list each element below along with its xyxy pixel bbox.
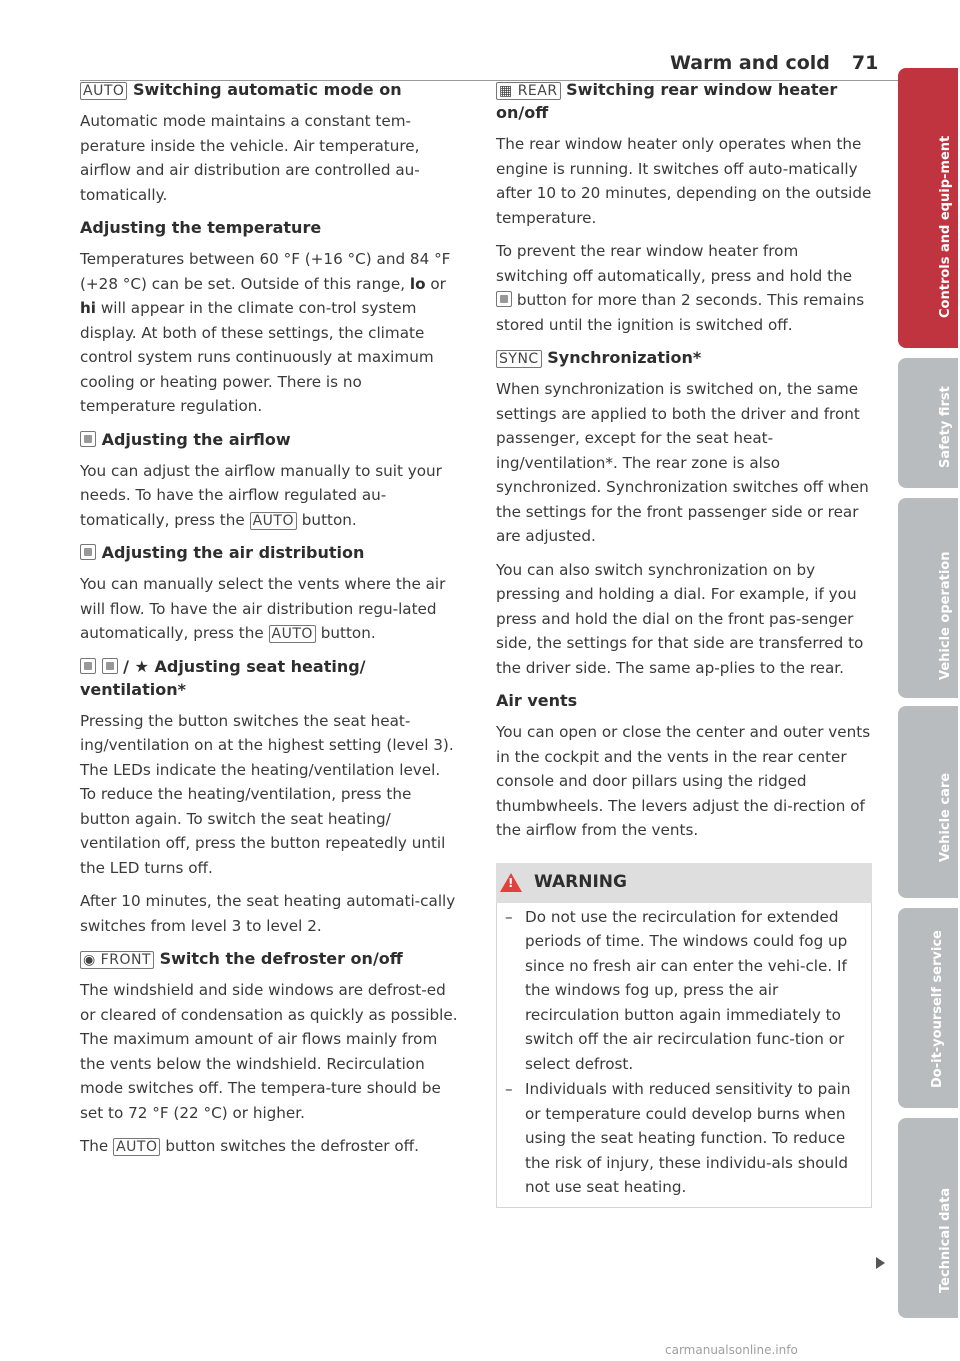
- distribution-heading: Adjusting the air distribution: [80, 541, 458, 564]
- sync-text: When synchronization is switched on, the same settings are applied to both the driver and front passenger, except for the seat heat-ing/ventilation*. The rear zone is also synchronized. Synchronization switches off when the settings for the front passenger side or rear are adjusted.: [496, 380, 869, 545]
- front-key: ◉ FRONT: [80, 951, 154, 969]
- air-distribution-icon: [80, 544, 96, 560]
- continue-arrow-icon: [876, 1257, 885, 1269]
- warning-icon: [500, 873, 522, 892]
- footer-watermark: carmanualsonline.info: [665, 1343, 798, 1357]
- tab-vehicle-operation[interactable]: Vehicle operation: [898, 498, 958, 698]
- running-header: [670, 52, 930, 74]
- warning-header: [496, 863, 872, 903]
- airflow-heading: Adjusting the airflow: [80, 428, 458, 451]
- warning-item: – Do not use the recirculation for extended periods of time. The windows could fog up since no fresh air can enter the vehi-cle. If the windows fog up, press the air recirculation button again immediately to switch off the air recirculation func-tion or select defrost.: [505, 907, 848, 1073]
- warning-body: [496, 903, 872, 1208]
- sync-text-2: You can also switch synchronization on by pressing and holding a dial. For example, if you press and hold the dial on the front pas-senger side, the settings for that side are transferred to the driver side. The same ap-plies to the rear.: [496, 560, 864, 677]
- auto-heading: AUTO Switching automatic mode on: [80, 78, 458, 101]
- vents-text: You can open or close the center and outer vents in the cockpit and the vents in the rear center console and door pillars using the ridged thumbwheels. The levers adjust the di-rection of the airflow from the vents.: [496, 723, 871, 839]
- front-heading: ◉ FRONT Switch the defroster on/off: [80, 947, 458, 970]
- vents-heading: Air vents: [496, 691, 578, 710]
- auto-key-inline: AUTO: [250, 512, 297, 530]
- tab-safety[interactable]: Safety first: [898, 358, 958, 488]
- tab-diy-service[interactable]: Do-it-yourself service: [898, 908, 958, 1108]
- rear-heater-icon: [496, 291, 512, 307]
- seat-text: Pressing the button switches the seat heat-ing/ventilation on at the highest setting (level 3). The LEDs indicate the heating/ventilation level. To reduce the heating/ventilation, press the button again. To switch the seat heating/ ventilation off, press the button repeatedly until the LED turns off.: [80, 711, 454, 877]
- seat-heating-icon: [80, 658, 96, 674]
- front-text: The windshield and side windows are defrost-ed or cleared of condensation as quickly as possible. The maximum amount of air flows mainly from the vents below the windshield. Recirculation mode switches off. The tempera-ture should be set to 72 °F (22 °C) or higher.: [80, 981, 458, 1122]
- seat-heading: / ★ Adjusting seat heating/ ventilation*: [80, 656, 366, 699]
- left-column: [80, 78, 458, 1168]
- right-column: [496, 78, 872, 1208]
- auto-text: Automatic mode maintains a constant tem-perature inside the vehicle. Air temperature, airflow and air distribution are controlled au-tomatically.: [80, 112, 420, 204]
- tab-controls[interactable]: Controls and equip-ment: [898, 68, 958, 348]
- rear-text: The rear window heater only operates when the engine is running. It switches off auto-matically after 10 to 20 minutes, depending on the outside temperature.: [496, 135, 872, 227]
- auto-key-inline: AUTO: [269, 625, 316, 643]
- header-title: Warm and cold: [670, 52, 830, 74]
- warning-box: [496, 863, 872, 1208]
- page-number: 71: [851, 52, 879, 74]
- tab-vehicle-care[interactable]: Vehicle care: [898, 706, 958, 898]
- auto-key-inline: AUTO: [113, 1138, 160, 1156]
- fan-icon: [80, 431, 96, 447]
- warning-item: – Individuals with reduced sensitivity to pain or temperature could develop burns when using the seat heating function. To reduce the risk of injury, these individu-als should not use seat heating.: [505, 1080, 851, 1196]
- sync-heading: SYNC Synchronization*: [496, 346, 872, 369]
- front-end-text: The AUTO button switches the defroster off.: [80, 1137, 419, 1155]
- rear-key: ▦ REAR: [496, 82, 561, 100]
- rear-heading: ▦ REAR Switching rear window heater on/off: [496, 80, 838, 122]
- temp-heading: Adjusting the temperature: [80, 218, 322, 237]
- seat-ventilation-icon: [102, 658, 118, 674]
- distribution-text: You can manually select the vents where the air will flow. To have the air distribution regu-lated automatically, press the AUTO button.: [80, 575, 446, 642]
- tab-technical-data[interactable]: Technical data: [898, 1118, 958, 1318]
- sync-key: SYNC: [496, 350, 542, 368]
- seat-text-2: After 10 minutes, the seat heating automati-cally switches from level 3 to level 2.: [80, 892, 456, 935]
- auto-key: AUTO: [80, 82, 127, 100]
- warning-title: WARNING: [534, 872, 627, 893]
- rear-text-2: To prevent the rear window heater from switching off automatically, press and hold the button for more than 2 seconds. This remains stored until the ignition is switched off.: [496, 242, 865, 334]
- airflow-text: You can adjust the airflow manually to suit your needs. To have the airflow regulated au-tomatically, press the AUTO button.: [80, 461, 442, 529]
- temp-text: Temperatures between 60 °F (+16 °C) and 84 °F (+28 °C) can be set. Outside of this range, lo or hi will appear in the climate con-trol system display. At both of these settings, the climate control system runs continuously at maximum cooling or heating power. There is no temperature regulation.: [80, 250, 451, 415]
